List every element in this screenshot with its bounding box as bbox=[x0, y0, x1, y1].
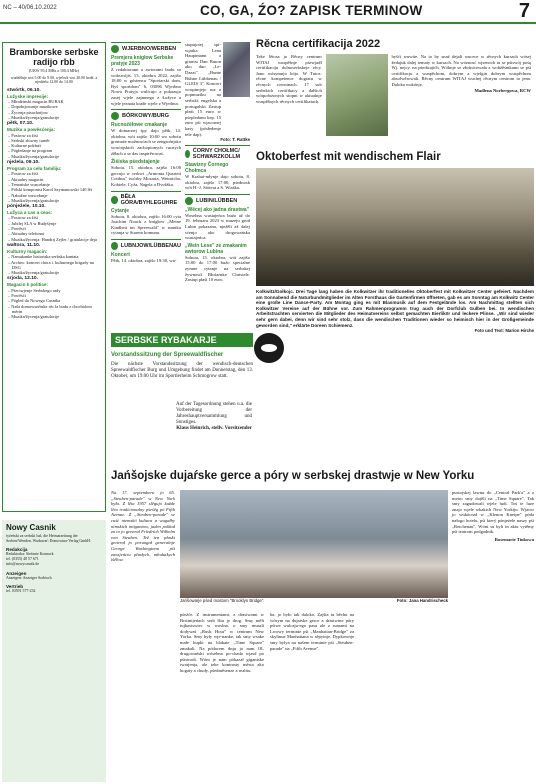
newyork-photo bbox=[180, 490, 448, 598]
newyork-article bbox=[111, 470, 534, 483]
impressum-redakcija: Redaktorka: Stefanie Konzack bbox=[6, 552, 54, 557]
lubin-text-2: Sobotu, 15. oktobra, wót zajtšo 15:00 do 17:00 buźo specialne zymne cytanje na serbskej žywnosći Błośańske Christele. Zastup płaśi 10 euro. bbox=[185, 254, 250, 283]
bela-gora-text: Sobotu, 8. oktobra, zajtšo 16:00 cyta Joachim Noack z knigłow „Meine Kindheit im Spreewald" w rumiku cytanja w Starem komunu. bbox=[111, 213, 181, 236]
section-lubnjow: LUBNJOW/LÜBBENAU bbox=[111, 239, 181, 250]
events-column-1 bbox=[111, 42, 181, 327]
radio-program-heading: Lužyske impresije: bbox=[7, 93, 49, 99]
newyork-photo-wrap bbox=[180, 490, 448, 608]
lubin-headline-2: „Wein Lese" ze zmakanim awtorow Lubina bbox=[185, 242, 247, 255]
newyork-signature: Rosemarie Tiukowa bbox=[494, 536, 534, 542]
recna-title: Rěcna certifikacija 2022 bbox=[256, 38, 381, 50]
radio-program-item: – Kulturne pokłaźi bbox=[8, 143, 41, 149]
radio-program-item: – Muzika/žycenja/gratulacije bbox=[8, 270, 60, 276]
fish-icon bbox=[261, 344, 277, 352]
newyork-col-4 bbox=[452, 490, 534, 782]
newyork-col-3 bbox=[270, 612, 354, 782]
oktoberfest-article bbox=[256, 150, 534, 430]
impressum-box bbox=[2, 520, 106, 782]
borkowy-headline: Rucnoźěłowe cmakanje bbox=[111, 122, 168, 129]
lubnjow-text: Pětk, 14. oktobra, zajtšo 19:30, wu- bbox=[111, 257, 177, 263]
radio-program-item: – Pógledanje na program bbox=[8, 148, 53, 154]
impressum-contact: info@nowycasnik.de bbox=[6, 561, 40, 566]
wappen-icon bbox=[185, 150, 190, 158]
wappen-icon bbox=[185, 197, 193, 205]
events-column-2 bbox=[185, 42, 250, 327]
children-text: Sobotu, 15. oktobra, zajtšo 16:00 gercujo w cerkwi „Armonia Quartett Cottbus" twórby Mozarta, Weinricha, Kobiele, Cyža, Nagela a Dvořáka. bbox=[111, 165, 181, 187]
rybakarje-signature: Klaus Heinrich, stellv. Vorsitzender bbox=[176, 426, 252, 431]
radio-program-item: – Muzika/žycenja/gratulacije bbox=[8, 114, 60, 120]
section-borkowy: BÓRKOWY/BURG bbox=[111, 109, 181, 120]
page-number: 7 bbox=[518, 0, 530, 22]
radio-program-item: – Powěsći bbox=[8, 226, 26, 232]
borkowy-text: W domacnej śpy dajo pětk, 14. oktobra, wót zajtšo 10:00 wo sobotu gromaźe možnosćach se zengroŕnjsko wosćnjskich zachopionych rucnych źěłach a se das inspirěrowaś. bbox=[111, 128, 181, 156]
lubin-text-1: Wosebna wustajeńca buźo až do 19. februara 2023 w muzeju grod Lubin pokazana, njeźěli až dalej sćenjo ako drogowańska wustajeńca. bbox=[185, 212, 250, 241]
rybakarje-banner bbox=[111, 333, 253, 347]
radio-program-item: – Namakanke historiska serbska kantata bbox=[8, 254, 79, 260]
radio-day: njeźela, 09.10. bbox=[7, 160, 40, 166]
rybakarje-col-1 bbox=[111, 352, 253, 380]
newyork-text-4: pustojskej lawnu do „Central Park'a" a z metro smy dojěli na „Time Square". Tak smy zagudowali wjele ludi. Toś te luze znajo wjele wkakich New Yorkiju. Wjacor jo wukócnał w „Klenon Kneipe" póda nałogo hotelu, pśi který pónjeźele naszy pśi „Reichenau". Wóni su byli in aktu vytěmy pśi teatrom podgadnik. bbox=[452, 490, 534, 535]
radio-program-item: – Aktualny telefonat bbox=[8, 231, 44, 237]
radio-program-item: – Postrow za žiśi bbox=[8, 215, 38, 221]
oktoberfest-title: Oktoberfest mit wendischem Flair bbox=[256, 151, 441, 163]
wjerbno-headline: Premjera knigłow Serbske pratyje 2023 bbox=[111, 55, 174, 67]
radio-program-heading: Program za celu familiju: bbox=[7, 165, 62, 171]
section-wjerbno: WJERBNO/WERBEN bbox=[111, 42, 181, 53]
newyork-text-3: ba, jo było tak daloko. Zajšia tu běchu na wósym na dujaŕske gerce a drastwine póry pśiwe wulcaju-ego pasu ale z rumami na Lwowy terminie pśi „Manhattan-Bridge" za skylinue Manhattana w sěpyinje. Dypkownje smy byłya na našem terminie pśi „Steuben-parade" na „Fifth Avenue". bbox=[270, 612, 354, 651]
section-lubin: LUBIN/LÜBBEN bbox=[185, 194, 250, 205]
rybakarje-text: Die nächste Vorstandssitzung der wendisch-deutschen Spreewaldfischer Burg und Umgebung findet am Donnerstag, den 13. Oktober, um 19.00 Uhr im Sportlerheim Schmogrow statt. bbox=[111, 362, 253, 379]
radio-program-item: – Młodźinski magacin BUBAK bbox=[8, 99, 64, 105]
impressum-anzeigen-label: Anzeigen bbox=[6, 570, 27, 576]
impressum-meta: tyźeński za serbski lud, die Heimatzeitung der Sorben/Wenden. Wudawaŕ: Domowina-Verlag GmbH. bbox=[6, 534, 91, 543]
wjerbno-text: Z redaktorami a awtorami budu so wobswójiś. 13. oktobra 2022, zajtšo 18:00 w góstencu "Sportarski dom, Byš sportdom" 6, 03096 Wjerbno Nowa Pratyja wulicujo a pokazujo zasej wjele zajmnego z Łužyce a wjele jeznata krade wjele z Wjerbna. bbox=[111, 67, 181, 106]
rybakarje-subtitle: Vorstandssitzung der Spreewaldfischer bbox=[111, 352, 224, 358]
newyork-col-2 bbox=[180, 612, 264, 782]
radio-program-item: – Muzika/žycenja/gratulacije bbox=[8, 153, 60, 159]
rybakarje-text-2: Auf der Tagesordnung stehen u.a. die Vorbereitung der Jahreshauptversammlung und Sonstiges. bbox=[176, 402, 252, 425]
impressum-vertrieb-label: Vertrieb bbox=[6, 584, 24, 590]
radio-day: wałtora, 11.10. bbox=[7, 242, 41, 248]
fish-logo bbox=[254, 333, 284, 363]
radio-meta-1: (UKW 95,4 MHz a 100,4 MHz) bbox=[29, 69, 79, 73]
masthead-title: CO, GA, ŹO? ZAPISK TERMINOW bbox=[200, 3, 423, 18]
radio-day: pónjeźele, 10.10. bbox=[7, 204, 46, 210]
corny-headline: Stawizny Čornego Chołmca bbox=[185, 162, 229, 175]
wappen-icon bbox=[111, 45, 119, 53]
radio-program-item: – Tematiske wuscełanje bbox=[8, 181, 50, 187]
radio-program-item: – Postrow za žiśi bbox=[8, 132, 38, 138]
page-header bbox=[0, 0, 536, 22]
radio-program-item: – Muzika/žycenja/gratulacije bbox=[8, 314, 60, 320]
radio-program-item: – Nabožne wuscełanje bbox=[8, 192, 48, 198]
folio: NC – 40/06.10.2022 bbox=[3, 5, 57, 11]
radio-schedule bbox=[7, 88, 101, 320]
radio-program-item: – Postrow za žiśi bbox=[8, 171, 38, 177]
children-headline: Źiśiska pśedstajenje bbox=[111, 159, 160, 166]
impressum-title: Nowy Casnik bbox=[6, 523, 56, 532]
musicians-photo-credit: Foto: T. Rattke bbox=[220, 137, 250, 143]
bela-gora-headline: Cytanje bbox=[111, 207, 130, 214]
radio-program-item: – Powěsći bbox=[8, 292, 26, 298]
lubnjow-headline: Koncert bbox=[111, 251, 130, 258]
wappen-icon bbox=[111, 196, 118, 204]
impressum-anzeigen: Anzeigen: Anzeiger Sorbisch bbox=[6, 575, 52, 580]
radio-program-item: – Serbski słowny turněr bbox=[8, 137, 50, 143]
newyork-col-1 bbox=[111, 490, 175, 782]
recna-text-2: hyšći wuwite. Na to by snaź dejali wucece w rěcnych kursach wósej žedajuk dalej tematy w kursach. Na wóznosć wjsenoch tu se pśiswój pośę Wj. nejcy. na pśedstajićh. Wóknje se złośnicowała z wobźěśnikami se pśi certifikacju a wuspěchom, dobrym a wjelgin dobrym wuspěchom absolwěrowali. Rěcny centrum WITAJ wuchej rěcnym centrom to jena. Daloka wukónje. bbox=[391, 54, 531, 87]
radio-sidebar bbox=[2, 42, 106, 512]
wappen-icon bbox=[111, 242, 118, 250]
radio-day: stwórtk, 06.10. bbox=[7, 87, 41, 93]
radio-program-item: – Naša domowserbske rěc la budu z chocholom mérin bbox=[8, 303, 92, 314]
recna-text-1: Teke lětosa jo Rěcny centrum WITAJ wuspěšnje pśewjadł certifikaciju dolnoserbskeje rěcy. Jano wósymnjo bójo. W Tutcz: rěcne kompetence dogratu w rěcnych rowninach. 17 sub serbskich certifikacy a dalšich wótpołożonych stopni w aktualnje wuspěšnych rěcnych certifikatach. bbox=[256, 54, 322, 104]
oktoberfest-credit: Foto und Text: Marion Hirche bbox=[474, 328, 534, 334]
recna-article bbox=[256, 38, 531, 138]
impressum-redakcija-tel: tel. (0355) 48 57 671 bbox=[6, 557, 39, 562]
radio-day: pětk, 07.10. bbox=[7, 121, 34, 127]
impressum-redakcija-label: Redakcija bbox=[6, 547, 28, 553]
radio-program-item: – Dopołnjowanje muzikowe bbox=[8, 104, 58, 110]
newyork-text-1: Na 17. septemberu jo 65. „Steuben-parade" w New York była. Z lěta 1957 slěgujo každe lěto tradicionalny pśeśěg pó Fifth Avenue. Z „Steuben-parade" se cuść niemskö kultura a wugałby nimskich mógantow, jaden pokład za to jo generał Friedrich Wilhelm von Steuben. Tež ten płaski generał jo poruogał generalnje George Washingtonu pśi zawijeńciu płusłych, młodutkych tšěłow. bbox=[111, 490, 175, 563]
radio-program-heading: Lužyca a cas a ceas: bbox=[7, 209, 53, 215]
oktoberfest-caption: Kolkwitz/Gołkojc. Drei Tage lang haben die Kolkwitzer ihr traditionelles Oktoberfest mit Kolkwitzer Center gefeiert. Nachdem am Sonnabend die Naturbundmitglieder im Alten Forsthaus die Gartenfirmen öffneten, gab es am Sonntag am Kolkwitz Center eine große Line Dance-Party. Am Montag ging es mit Blasmusik auf dem Festgelände los. Am Nachmittag stellten sich Kolkwitzer Vereine auf der Bühne vor. Zum Rahmenprogramm trug auch der Dorfclub Gulben bei. In wendischen Arbeitstrachten servierten die Mitglieder des Heimatvereins selbst gemachten Eierlikör und leckere Plinse. „Wir sind wieder sehr gern dabei, denn wir sind sehr stolz, dass die wendischen Traditionen wieder so heimisch hier in der Großgemeinde geworden sind," erklärte Doreen Schiemenz. bbox=[256, 289, 534, 328]
radio-program-item: – Muzika/žycenja/gratulacije bbox=[8, 197, 60, 203]
lubin-headline-1: „Wěcej ako jadna drastwa" bbox=[185, 206, 250, 213]
oktoberfest-photo bbox=[256, 168, 534, 286]
corny-text: W Krabat-młynje dajo sobotu, 8. oktobra, zajtšo 17:00, pśednosk wót H.-J. Stötera a S. Wiaśka. bbox=[185, 174, 250, 191]
radio-program-item: – Jubilej SLA w Budyšynje bbox=[8, 220, 57, 226]
radio-program-item: – Aktualny magacin bbox=[8, 176, 44, 182]
radio-program-item: – Muzika/žycenja: Handrij Zejler / gratulacije deja bbox=[8, 236, 97, 242]
radio-program-heading: Magacin k politice: bbox=[7, 282, 49, 288]
radio-program-item: – Žycenja pisuchaŕjow bbox=[8, 109, 48, 115]
newyork-photo-caption: Jańšowarje pśed mostom "Brooklyn Bridge". bbox=[180, 598, 265, 603]
rybakarje-title: SERBSKE RYBAKARJE bbox=[115, 335, 217, 345]
radio-meta-2: wudźělnje wot 5.00 do 9.00, wječork wot 20.00 hodź. a njedźelu 12.00 do 14.00 bbox=[10, 75, 98, 85]
recna-signature: Madlena Norbergowa, RCW bbox=[474, 87, 531, 93]
radio-program-item: – Pśeciwjenje Serbskego rady bbox=[8, 287, 61, 293]
recna-photo bbox=[326, 54, 388, 136]
radio-program-item: – Archiw: koncert chora i. kulturnego brigady na DSG bbox=[8, 259, 94, 270]
newyork-photo-credit: Foto: Jana Handrischeck bbox=[396, 598, 448, 603]
header-rule bbox=[0, 22, 536, 24]
impressum-vertrieb: tel. 03591 577-232 bbox=[6, 589, 36, 594]
musicians-photo bbox=[223, 42, 250, 97]
newyork-text-2: pśeźće. Z instrumentami, z drastwami w Brstinijeńach serb lštu je drog. Smy měli tujkasiswiec w woslna, o smy musali dodywaś „Rush Hour" w centrum New Yorka. Smy były wje-nanke, tak smy wsake małe kupki na blakate „Time Square" zmakali. Na pódacem dnju jo nam OL drugowański wósehno po-chada wjasd po pśistrodi. Wóm je nam pókazał gigantske twarjenja, ale teke kontrasty města ako bogaty a chudy, pśedměsenze a realitu. bbox=[180, 612, 264, 673]
concert-text: stupujotej spi-wjarka Lena Hauptmann a gitarist Dan Baron ako duo „Le-Dazzi". „Bunte Bühne Lübbenau / GLEIS 3". Koncert wospimjejo ruz a popmuziku na serbski, engelska a portugalski. Zastup płaśi 15 euro w pśepledanu kep. 15 euro pśi wjacornej kasy (pósłedenje tele dap). bbox=[185, 42, 221, 137]
section-bela-gora: BĚŁA GÓRA/BYHLEGUHRE bbox=[111, 191, 181, 206]
newyork-title: Jańšojske dujaŕske gerce a póry w serbskej drastwje w New Yorku bbox=[111, 470, 475, 482]
wappen-icon bbox=[111, 112, 119, 120]
radio-program-item: – Pógled do Nowego Casnika bbox=[8, 298, 61, 304]
radio-title: Bramborske serbske radijo rbb bbox=[9, 47, 99, 67]
radio-program-heading: Kulturny magacin: bbox=[7, 248, 48, 254]
radio-day: srjoda, 12.10. bbox=[7, 276, 38, 282]
radio-program-item: – Pólski komponist Karol Szymanowski 140 lět bbox=[8, 187, 92, 193]
section-corny-cholmc: ĆORNY CHOŁMC/ SCHWARZKOLLM bbox=[185, 145, 250, 160]
impressum-filler bbox=[6, 600, 102, 605]
rybakarje-col-2 bbox=[176, 402, 252, 432]
radio-program-heading: Muzika a powěsćenja: bbox=[7, 127, 55, 133]
